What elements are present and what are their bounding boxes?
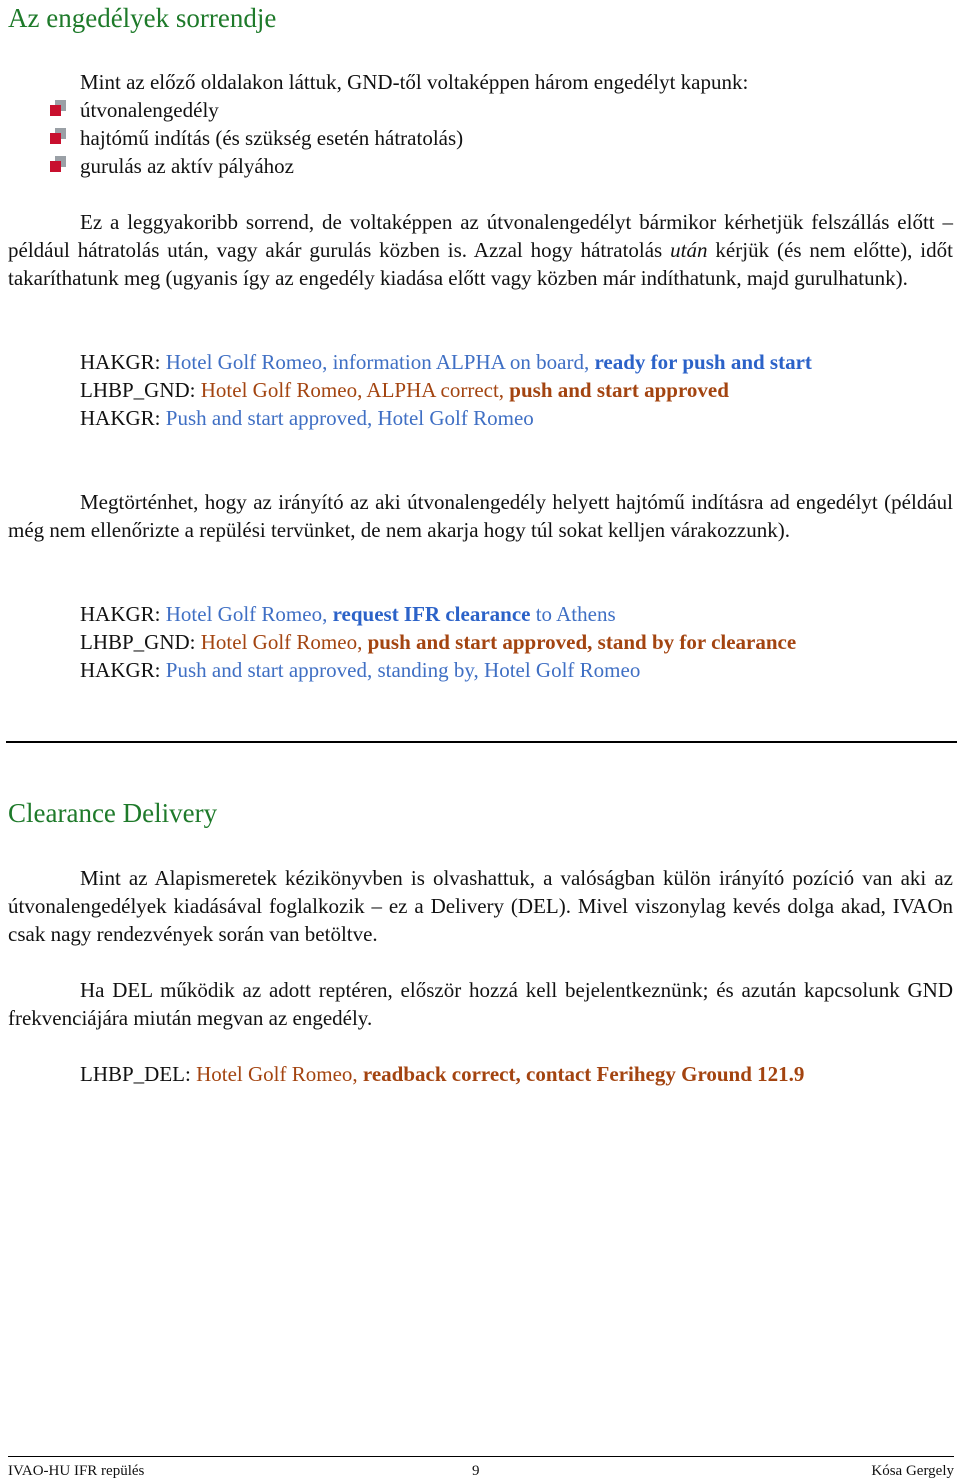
callsign: LHBP_GND: (80, 630, 196, 654)
paragraph-text: kérjük (és nem előtte), időt takaríthatunk meg (ugyanis így az engedély kiadása előtt vagy közben már indíthatunk, majd gurulhatunk). (8, 238, 953, 290)
radio-call (80, 656, 640, 684)
bullet-icon (48, 126, 68, 146)
list-item: gurulás az aktív pályához (80, 154, 294, 178)
paragraph (8, 208, 953, 292)
paragraph: Ha DEL működik az adott reptéren, először hozzá kell bejelentkeznünk; és azután kapcsolunk GND frekvenciájára miután megvan az engedély. (8, 978, 953, 1030)
footer-left: IVAO-HU IFR repülés (8, 1463, 145, 1479)
message: Hotel Golf Romeo, information ALPHA on board, (160, 350, 595, 374)
message: Hotel Golf Romeo, (160, 602, 333, 626)
message: Push and start approved, standing by, Hotel Golf Romeo (160, 658, 641, 682)
callsign: HAKGR: (80, 350, 161, 374)
radio-call (80, 376, 729, 404)
message: Hotel Golf Romeo, (190, 1062, 363, 1086)
section-title: Az engedélyek sorrendje (8, 3, 277, 33)
emphasis: után (670, 238, 708, 262)
callsign: HAKGR: (80, 602, 161, 626)
radio-call (80, 600, 616, 628)
paragraph-text: Ez a leggyakoribb sorrend, de voltaképpen az útvonalengedélyt bármikor kérhetjük felszállás előtt – például hátratolás után, vagy akár gurulás közben is. Azzal hogy hátratolás (8, 210, 953, 262)
list-item: útvonalengedély (80, 98, 219, 122)
message-emphasis: request IFR clearance (332, 602, 531, 626)
radio-call (80, 348, 812, 376)
callsign: HAKGR: (80, 406, 161, 430)
bullet-icon (48, 154, 68, 174)
message: Hotel Golf Romeo, (195, 630, 368, 654)
callsign: HAKGR: (80, 658, 161, 682)
message: Push and start approved, Hotel Golf Romeo (160, 406, 534, 430)
page-number: 9 (472, 1463, 480, 1479)
page-footer (8, 1456, 954, 1483)
message-emphasis: ready for push and start (594, 350, 812, 374)
intro-line: Mint az előző oldalakon láttuk, GND-től voltaképpen három engedélyt kapunk: (80, 70, 749, 94)
message-emphasis: push and start approved (509, 378, 729, 402)
section-title: Clearance Delivery (8, 798, 218, 828)
message: Hotel Golf Romeo, ALPHA correct, (195, 378, 510, 402)
bullet-icon (48, 98, 68, 118)
footer-right: Kósa Gergely (871, 1463, 954, 1479)
message-emphasis: readback correct, contact Ferihegy Ground 121.9 (362, 1062, 805, 1086)
radio-call (80, 628, 796, 656)
section-divider (6, 741, 957, 743)
callsign: LHBP_GND: (80, 378, 196, 402)
paragraph: Megtörténhet, hogy az irányító az aki útvonalengedély helyett hajtómű indításra ad engedélyt (például még nem ellenőrizte a repülési tervünket, de nem akarja hogy túl sokat kelljen várakozzunk). (8, 490, 953, 542)
radio-call (80, 404, 534, 432)
message: to Athens (530, 602, 616, 626)
radio-call (80, 1060, 804, 1088)
paragraph: Mint az Alapismeretek kézikönyvben is olvashattuk, a valóságban külön irányító pozíció van aki az útvonalengedélyek kiadásával foglalkozik – ez a Delivery (DEL). Mivel viszonylag kevés dolga akad, IVAOn csak nagy rendezvények során van betöltve. (8, 866, 953, 946)
callsign: LHBP_DEL: (80, 1062, 191, 1086)
message-emphasis: push and start approved, stand by for clearance (367, 630, 797, 654)
list-item: hajtómű indítás (és szükség esetén hátratolás) (80, 126, 464, 150)
